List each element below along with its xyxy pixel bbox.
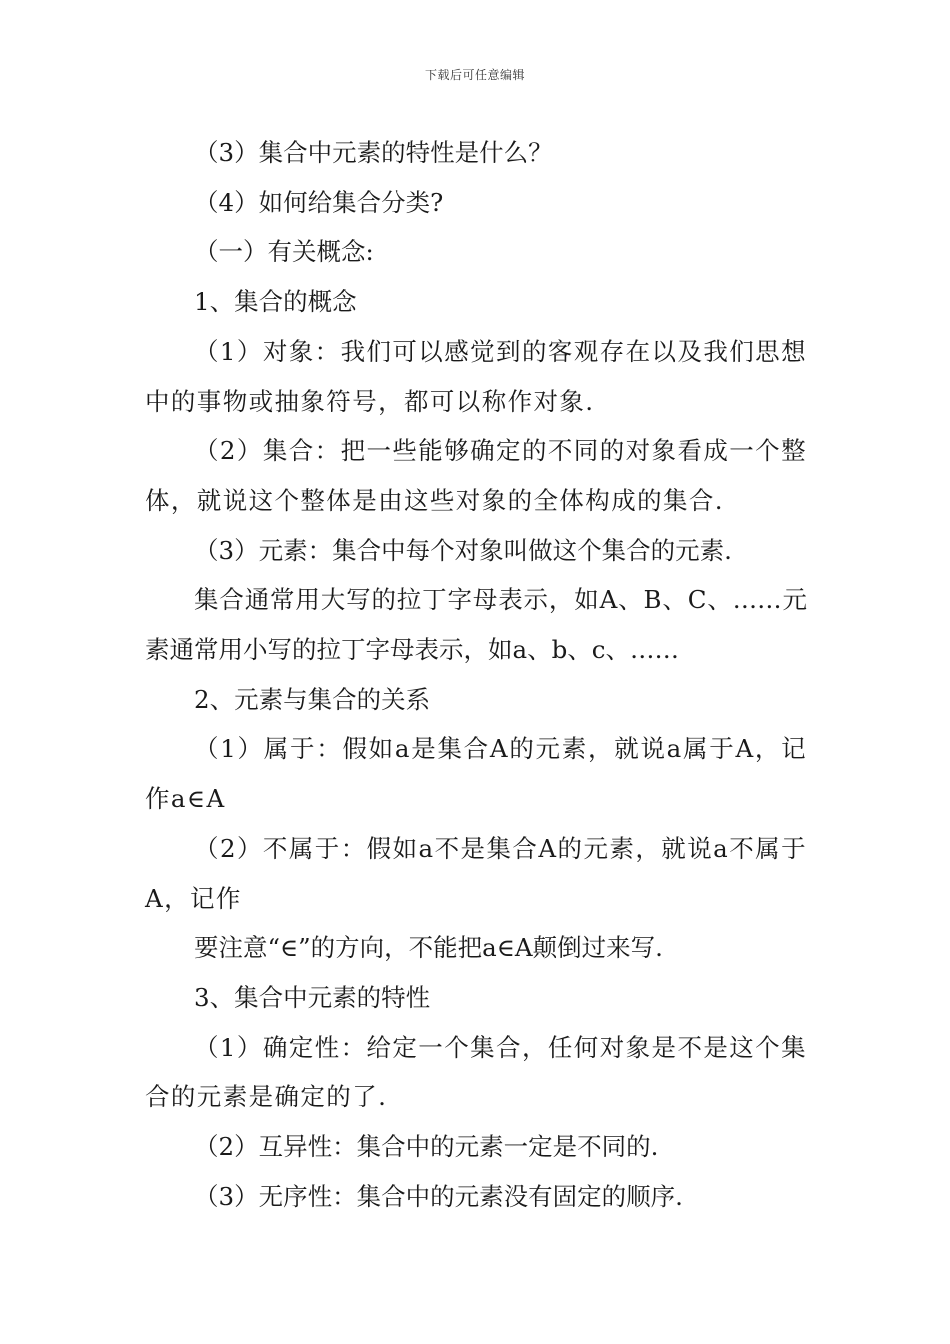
paragraph-notation: 集合通常用大写的拉丁字母表示，如A、B、C、……元素通常用小写的拉丁字母表示，如a、b、c、…… <box>145 585 807 665</box>
paragraph-element-definition: （3）元素：集合中每个对象叫做这个集合的元素. <box>194 535 732 565</box>
subheading-element-properties: 3、集合中元素的特性 <box>194 982 431 1012</box>
page-header-note: 下载后可任意编辑 <box>424 68 525 82</box>
paragraph-definiteness: （1）确定性：给定一个集合，任何对象是不是这个集合的元素是确定的了. <box>145 1032 807 1112</box>
subheading-element-set-relation: 2、元素与集合的关系 <box>194 684 431 714</box>
paragraph-set-definition: （2）集合：把一些能够确定的不同的对象看成一个整体，就说这个整体是由这些对象的全体构成的集合. <box>145 436 807 515</box>
paragraph-not-belongs-to: （2）不属于：假如a不是集合A的元素，就说a不属于A，记作 <box>145 833 807 913</box>
paragraph-direction-note: 要注意“∈”的方向，不能把a∈A颠倒过来写. <box>194 933 663 963</box>
paragraph-belongs-to: （1）属于：假如a是集合A的元素，就说a属于A，记作a∈A <box>145 734 807 814</box>
paragraph-question-3: （3）集合中元素的特性是什么？ <box>194 138 553 167</box>
paragraph-object-definition: （1）对象：我们可以感觉到的客观存在以及我们思想中的事物或抽象符号，都可以称作对象. <box>145 336 807 416</box>
paragraph-distinctness: （2）互异性：集合中的元素一定是不同的. <box>194 1132 659 1162</box>
subheading-set-concept: 1、集合的概念 <box>194 287 357 317</box>
paragraph-question-4: （4）如何给集合分类? <box>194 187 444 217</box>
document-body <box>145 128 807 1221</box>
section-heading-concepts: （一）有关概念: <box>194 237 374 267</box>
paragraph-unorderedness: （3）无序性：集合中的元素没有固定的顺序. <box>194 1181 683 1211</box>
